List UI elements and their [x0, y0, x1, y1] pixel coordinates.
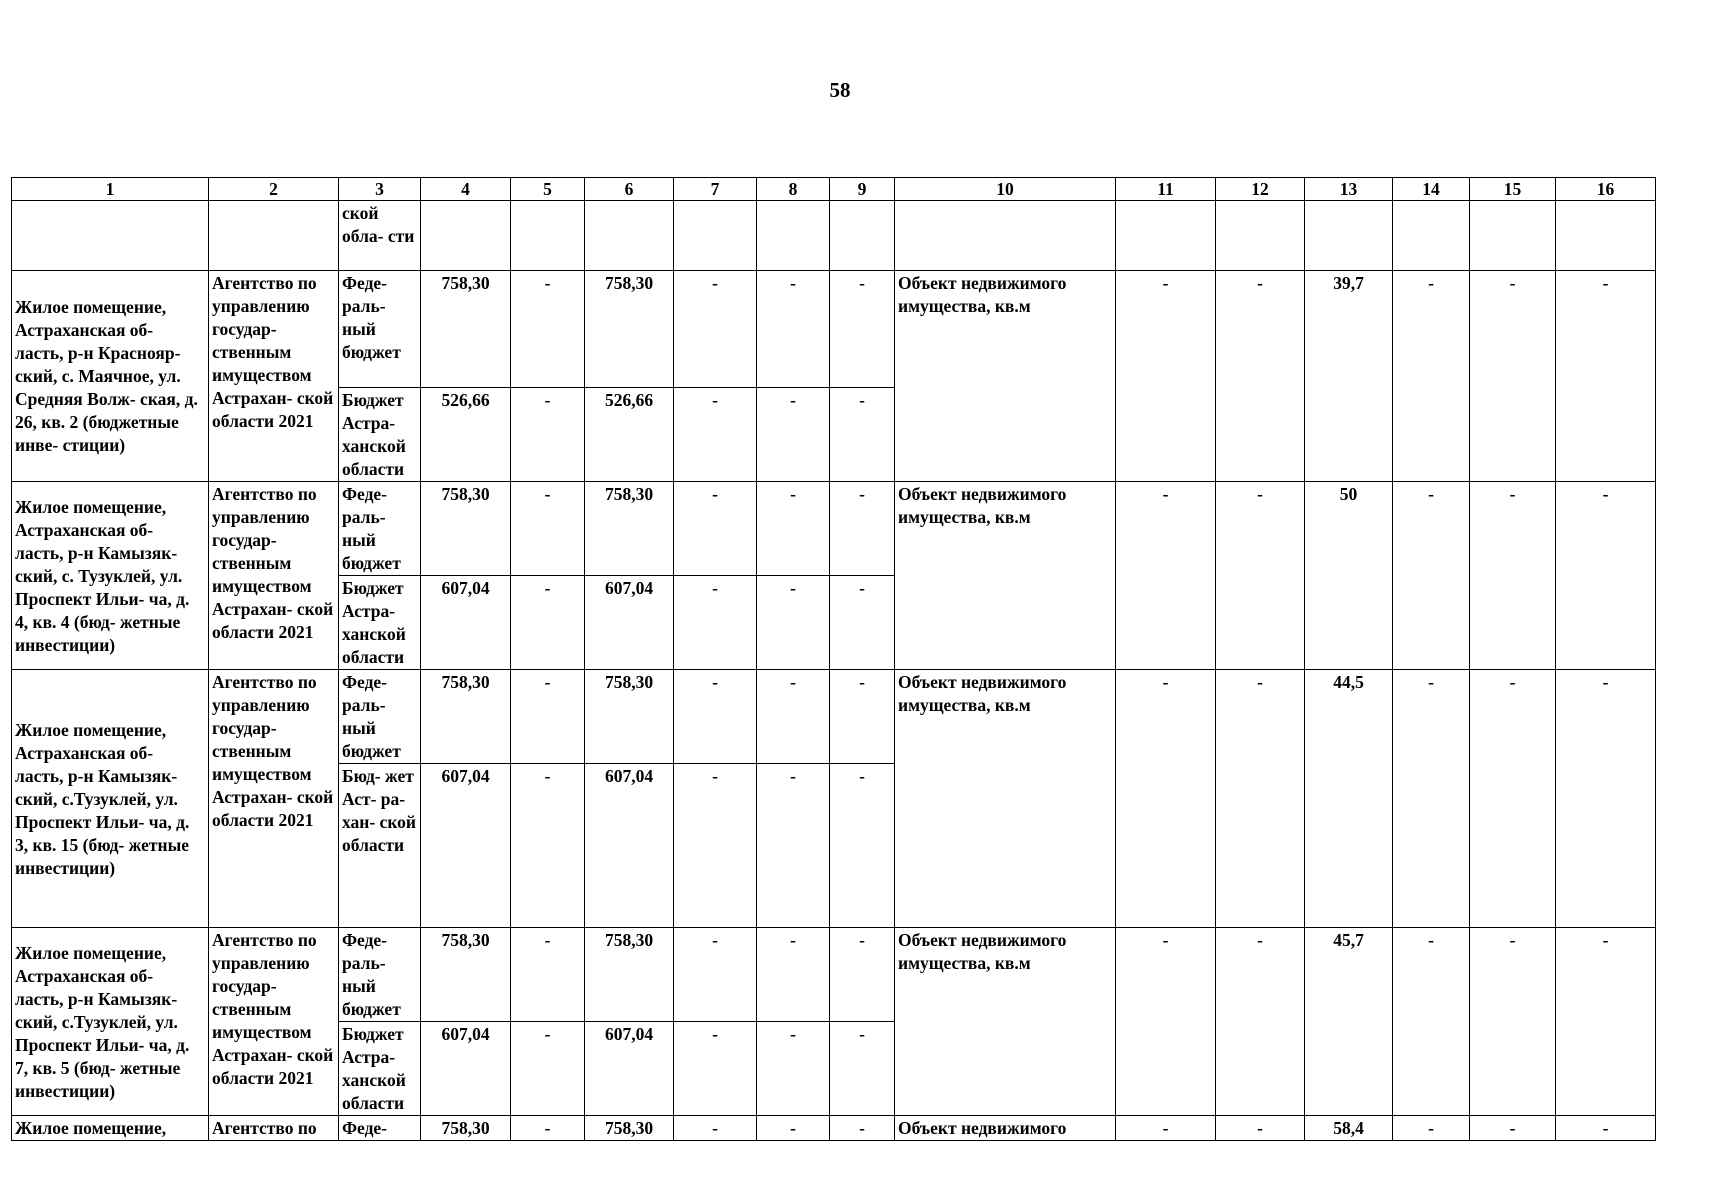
value-cell: - — [1216, 271, 1305, 482]
value-cell: - — [1116, 271, 1216, 482]
value-cell: - — [757, 1022, 830, 1116]
column-number: 15 — [1470, 178, 1556, 201]
table-cell — [1470, 201, 1556, 271]
table-cell — [1216, 201, 1305, 271]
responsible-agency: Агентство по управлению государ- ственным имуществом Астрахан- ской области 2021 — [209, 482, 339, 670]
value-cell: - — [1393, 1116, 1470, 1141]
value-cell: - — [1393, 271, 1470, 482]
column-number: 14 — [1393, 178, 1470, 201]
value-cell: - — [830, 1116, 895, 1141]
value-cell: - — [1470, 928, 1556, 1116]
object-description: Жилое помещение, Астраханская об- ласть, р-н Камызяк- ский, с.Тузуклей, ул. Проспект Ильи- ча, д. 7, кв. 5 (бюд- жетные инвестиции) — [12, 928, 209, 1116]
value-cell: - — [1556, 482, 1656, 670]
value-cell: - — [511, 670, 585, 764]
table-cell — [12, 201, 209, 271]
value-cell: - — [674, 576, 757, 670]
value-cell: - — [511, 271, 585, 388]
value-cell: - — [674, 388, 757, 482]
value-cell: 607,04 — [585, 576, 674, 670]
value-cell: 607,04 — [421, 764, 511, 928]
value-cell: 758,30 — [585, 928, 674, 1022]
value-cell: - — [674, 482, 757, 576]
value-cell: - — [757, 928, 830, 1022]
funding-source: Феде- раль- ный бюджет — [339, 482, 421, 576]
value-cell: - — [757, 482, 830, 576]
table-row — [12, 271, 1656, 388]
column-number: 7 — [674, 178, 757, 201]
value-cell: - — [830, 1022, 895, 1116]
responsible-agency: Агентство по — [209, 1116, 339, 1141]
value-cell: - — [674, 1116, 757, 1141]
funding-source: Бюджет Астра- ханской области — [339, 1022, 421, 1116]
value-cell: - — [674, 764, 757, 928]
value-cell: - — [1216, 928, 1305, 1116]
value-cell: - — [1556, 1116, 1656, 1141]
value-cell: - — [511, 576, 585, 670]
value-cell: - — [511, 388, 585, 482]
object-description: Жилое помещение, Астраханская об- ласть, р-н Камызяк- ский, с.Тузуклей, ул. Проспект Ильи- ча, д. 3, кв. 15 (бюд- жетные инвестиции) — [12, 670, 209, 928]
value-cell: - — [830, 928, 895, 1022]
value-cell: - — [674, 1022, 757, 1116]
value-cell: 607,04 — [421, 576, 511, 670]
value-cell: - — [511, 764, 585, 928]
value-cell: - — [1470, 1116, 1556, 1141]
funding-source-cell: ской обла- сти — [339, 201, 421, 271]
value-cell: - — [1556, 928, 1656, 1116]
value-cell: - — [1556, 670, 1656, 928]
value-cell: - — [830, 670, 895, 764]
column-number: 3 — [339, 178, 421, 201]
result-indicator: Объект недвижимого имущества, кв.м — [895, 670, 1116, 928]
table-row — [12, 482, 1656, 576]
value-cell: - — [830, 388, 895, 482]
value-cell: - — [1470, 482, 1556, 670]
value-cell: - — [830, 576, 895, 670]
table-cell — [585, 201, 674, 271]
value-cell: - — [1116, 928, 1216, 1116]
table-cell — [1305, 201, 1393, 271]
value-cell: 758,30 — [585, 482, 674, 576]
value-cell: 758,30 — [421, 670, 511, 764]
table-cell — [674, 201, 757, 271]
column-number: 6 — [585, 178, 674, 201]
value-cell: - — [1556, 271, 1656, 482]
table-cell — [209, 201, 339, 271]
value-cell: - — [830, 271, 895, 388]
value-cell: - — [511, 482, 585, 576]
table-cell — [830, 201, 895, 271]
column-number: 2 — [209, 178, 339, 201]
column-number: 13 — [1305, 178, 1393, 201]
object-description: Жилое помещение, — [12, 1116, 209, 1141]
value-cell: 758,30 — [585, 1116, 674, 1141]
value-cell: - — [1470, 271, 1556, 482]
value-cell: 607,04 — [421, 1022, 511, 1116]
value-cell: - — [1216, 670, 1305, 928]
value-cell: - — [830, 482, 895, 576]
value-cell: - — [757, 388, 830, 482]
value-cell: - — [1393, 482, 1470, 670]
object-description: Жилое помещение, Астраханская об- ласть, р-н Краснояр- ский, с. Маячное, ул. Средняя Волж- ская, д. 26, кв. 2 (бюджетные инве- стиции) — [12, 271, 209, 482]
responsible-agency: Агентство по управлению государ- ственным имуществом Астрахан- ской области 2021 — [209, 670, 339, 928]
table-row — [12, 670, 1656, 764]
value-cell: - — [757, 271, 830, 388]
result-indicator: Объект недвижимого имущества, кв.м — [895, 482, 1116, 670]
result-indicator: Объект недвижимого имущества, кв.м — [895, 928, 1116, 1116]
table-cell — [421, 201, 511, 271]
page-number: 58 — [829, 78, 851, 102]
table-cell — [1393, 201, 1470, 271]
table-cell — [757, 201, 830, 271]
value-cell: 758,30 — [421, 1116, 511, 1141]
column-number: 4 — [421, 178, 511, 201]
column-number: 12 — [1216, 178, 1305, 201]
value-cell: - — [1216, 1116, 1305, 1141]
column-number: 10 — [895, 178, 1116, 201]
indicator-value: 39,7 — [1305, 271, 1393, 482]
column-number: 16 — [1556, 178, 1656, 201]
indicator-value: 45,7 — [1305, 928, 1393, 1116]
column-number: 5 — [511, 178, 585, 201]
value-cell: - — [511, 1116, 585, 1141]
value-cell: - — [1116, 482, 1216, 670]
value-cell: - — [1393, 670, 1470, 928]
value-cell: 526,66 — [585, 388, 674, 482]
responsible-agency: Агентство по управлению государ- ственным имуществом Астрахан- ской области 2021 — [209, 928, 339, 1116]
indicator-value: 50 — [1305, 482, 1393, 670]
column-number: 8 — [757, 178, 830, 201]
table-cell — [895, 201, 1116, 271]
result-indicator: Объект недвижимого — [895, 1116, 1116, 1141]
value-cell: - — [1116, 670, 1216, 928]
column-number-row — [12, 178, 1656, 201]
value-cell: 758,30 — [585, 271, 674, 388]
value-cell: - — [674, 670, 757, 764]
indicator-value: 58,4 — [1305, 1116, 1393, 1141]
value-cell: - — [757, 576, 830, 670]
funding-source: Феде- — [339, 1116, 421, 1141]
value-cell: 758,30 — [421, 271, 511, 388]
value-cell: 526,66 — [421, 388, 511, 482]
indicator-value: 44,5 — [1305, 670, 1393, 928]
funding-source: Феде- раль- ный бюджет — [339, 928, 421, 1022]
value-cell: 607,04 — [585, 764, 674, 928]
value-cell: - — [757, 1116, 830, 1141]
value-cell: - — [674, 271, 757, 388]
object-description: Жилое помещение, Астраханская об- ласть, р-н Камызяк- ский, с. Тузуклей, ул. Проспект Ильи- ча, д. 4, кв. 4 (бюд- жетные инвестиции) — [12, 482, 209, 670]
continuation-row — [12, 201, 1656, 271]
value-cell: - — [511, 928, 585, 1022]
table-row — [12, 1116, 1656, 1141]
funding-source: Феде- раль- ный бюджет — [339, 670, 421, 764]
table-row — [12, 928, 1656, 1022]
value-cell: - — [830, 764, 895, 928]
value-cell: 758,30 — [421, 482, 511, 576]
table-cell — [1116, 201, 1216, 271]
value-cell: 758,30 — [585, 670, 674, 764]
funding-source: Бюджет Астра- ханской области — [339, 576, 421, 670]
value-cell: - — [1470, 670, 1556, 928]
responsible-agency: Агентство по управлению государ- ственным имуществом Астрахан- ской области 2021 — [209, 271, 339, 482]
table-cell — [1556, 201, 1656, 271]
value-cell: - — [1393, 928, 1470, 1116]
value-cell: 607,04 — [585, 1022, 674, 1116]
value-cell: - — [1216, 482, 1305, 670]
funding-source: Бюд- жет Аст- ра- хан- ской области — [339, 764, 421, 928]
value-cell: - — [511, 1022, 585, 1116]
value-cell: 758,30 — [421, 928, 511, 1022]
column-number: 9 — [830, 178, 895, 201]
column-number: 1 — [12, 178, 209, 201]
budget-investment-table — [11, 177, 1656, 1141]
value-cell: - — [1116, 1116, 1216, 1141]
value-cell: - — [757, 670, 830, 764]
value-cell: - — [757, 764, 830, 928]
table-cell — [511, 201, 585, 271]
value-cell: - — [674, 928, 757, 1022]
funding-source: Бюджет Астра- ханской области — [339, 388, 421, 482]
column-number: 11 — [1116, 178, 1216, 201]
result-indicator: Объект недвижимого имущества, кв.м — [895, 271, 1116, 482]
funding-source: Феде- раль- ный бюджет — [339, 271, 421, 388]
